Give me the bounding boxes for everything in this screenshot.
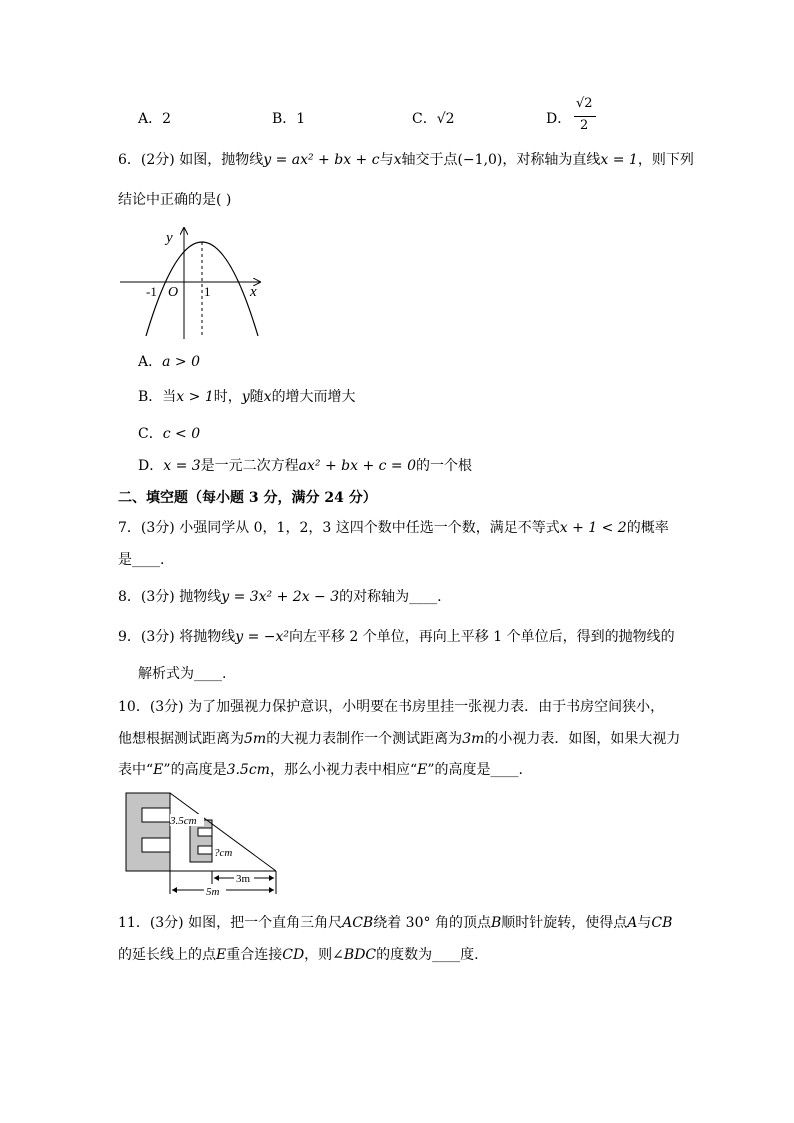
q7-inequality: x + 1 < 2 (559, 520, 627, 536)
q5-option-a: A．2 (138, 111, 172, 127)
q11-text: 的延长线上的点 (118, 947, 216, 963)
big-e-height-label: 3.5cm (170, 815, 197, 827)
q9-equation: y = −x² (235, 629, 289, 645)
q9-text: 向左平移 2 个单位，再向上平移 1 个单位后，得到的抛物线的 (288, 629, 675, 645)
q10-distance: 5m (244, 731, 267, 747)
q11-text: 与 (637, 915, 652, 931)
q5-option-d-label: D． (546, 111, 572, 127)
q8-line (118, 587, 442, 607)
q5-option-d-numerator: √2 (576, 96, 593, 111)
q10-text: 的大视力表制作一个测试距离为 (266, 731, 463, 747)
q5-option-c-value: √2 (436, 111, 455, 127)
q11-segment: CB (651, 915, 673, 931)
option-var: x (263, 389, 272, 405)
q7-line2: 是____. (118, 552, 165, 568)
q11-segment: CD (282, 947, 305, 963)
small-e-gap-bottom (198, 846, 212, 854)
dist-3m-label: 3m (236, 873, 251, 885)
q7-text: 的概率 (626, 520, 669, 536)
q10-text: ，那么小视力表中相应“ (269, 762, 418, 778)
q11-text: 重合连接 (226, 947, 283, 963)
q10-letter: E (153, 762, 164, 778)
q11-line2 (118, 945, 479, 965)
q11-triangle: ACB (342, 915, 374, 931)
q10-line3 (118, 760, 523, 780)
q10-height: 3.5cm (226, 762, 270, 778)
q5-option-d-denominator: 2 (580, 118, 589, 133)
option-label: B．当 (138, 389, 177, 405)
option-text: 时， (213, 389, 242, 405)
q6-stem-text: 6．(2分) 如图，抛物线 (118, 152, 264, 168)
sight-line-top (170, 793, 276, 871)
option-math: ax² + bx + c = 0 (298, 458, 417, 474)
q6-stem-text: 与 (379, 152, 394, 168)
option-text: 的一个根 (416, 458, 473, 474)
q6-parabola-equation: y = ax² + bx + c (263, 152, 380, 168)
q8-text: 8．(3分) 抛物线 (118, 589, 222, 605)
big-e-gap-bottom (142, 838, 170, 852)
q10-text: 表中“ (118, 762, 154, 778)
q6-stem-line1 (118, 150, 694, 170)
tick-label-neg1: -1 (146, 284, 157, 299)
q7-text: 7．(3分) 小强同学从 0，1，2，3 这四个数中任选一个数，满足不等式 (118, 520, 560, 536)
q6-option-a (138, 352, 200, 372)
option-label: D． (138, 458, 164, 474)
q6-option-c (138, 424, 200, 444)
option-math: x = 3 (163, 458, 201, 474)
q8-equation: y = 3x² + 2x − 3 (221, 589, 340, 605)
option-text: 随 (249, 389, 264, 405)
small-e-height-label: ?cm (214, 847, 233, 859)
big-e-gap-top (142, 808, 170, 822)
option-math: c < 0 (162, 426, 201, 442)
q11-text: 顺时针旋转，使得点 (501, 915, 628, 931)
option-label: C． (138, 426, 163, 442)
q9-line1 (118, 627, 675, 647)
q6-stem-text: ，对称轴为直线 (502, 152, 601, 168)
q10-text: ”的高度是 (163, 762, 227, 778)
q5-option-c (412, 108, 455, 128)
q6-stem-var: x (393, 152, 402, 168)
q10-eye-chart-figure (124, 790, 284, 898)
q11-text: ，则 (304, 947, 333, 963)
q8-text: 的对称轴为____. (339, 589, 442, 605)
q7-line1 (118, 518, 669, 538)
q10-text: ”的高度是____. (427, 762, 523, 778)
q6-axis-equation: x = 1 (600, 152, 638, 168)
q11-text: 11．(3分) 如图，把一个直角三角尺 (118, 915, 343, 931)
origin-label: O (168, 285, 179, 300)
option-math: x > 1 (176, 389, 214, 405)
q10-line1: 10．(3分) 为了加强视力保护意识，小明要在书房里挂一张视力表．由于书房空间狭小， (118, 699, 665, 715)
q11-text: 绕着 30° 角的顶点 (373, 915, 491, 931)
dist-5m-label: 5m (206, 886, 220, 898)
y-axis-label: y (166, 230, 173, 246)
q6-stem-text: 轴交于点 (401, 152, 458, 168)
q11-text: 的度数为____度. (376, 947, 479, 963)
q6-parabola-graph (116, 224, 266, 342)
option-text: 是一元二次方程 (200, 458, 299, 474)
q11-point: B (490, 915, 502, 931)
option-math: a > 0 (162, 354, 201, 370)
q10-text: 他想根据测试距离为 (118, 731, 244, 747)
q9-line2: 解析式为____. (138, 666, 227, 682)
big-e-chart (126, 793, 170, 871)
x-axis-label: x (250, 284, 257, 300)
q11-line1 (118, 913, 672, 933)
option-label: A． (138, 354, 163, 370)
q11-point: E (216, 947, 227, 963)
tick-label-1: 1 (204, 284, 211, 299)
q6-option-b (138, 387, 356, 407)
q11-point: A (627, 915, 638, 931)
section-title: 二、填空题（每小题 3 分，满分 24 分） (118, 490, 377, 506)
q6-stem-line2: 结论中正确的是( ) (118, 192, 232, 208)
q11-angle: ∠BDC (332, 947, 377, 963)
option-text: 的增大而增大 (271, 389, 356, 405)
small-e-gap-top (198, 828, 212, 836)
q5-option-c-label: C． (412, 111, 437, 127)
q6-point: (−1,0) (457, 152, 503, 168)
q5-option-b: B．1 (272, 111, 306, 127)
q10-letter: E (417, 762, 428, 778)
q10-text: 的小视力表．如图，如果大视力 (484, 731, 681, 747)
q10-distance: 3m (462, 731, 485, 747)
fraction-bar (574, 116, 596, 117)
q9-text: 9．(3分) 将抛物线 (118, 629, 236, 645)
q10-line2 (118, 729, 680, 749)
q6-option-d (138, 456, 472, 476)
q6-stem-text: ，则下列 (637, 152, 694, 168)
option-var: y (241, 389, 250, 405)
